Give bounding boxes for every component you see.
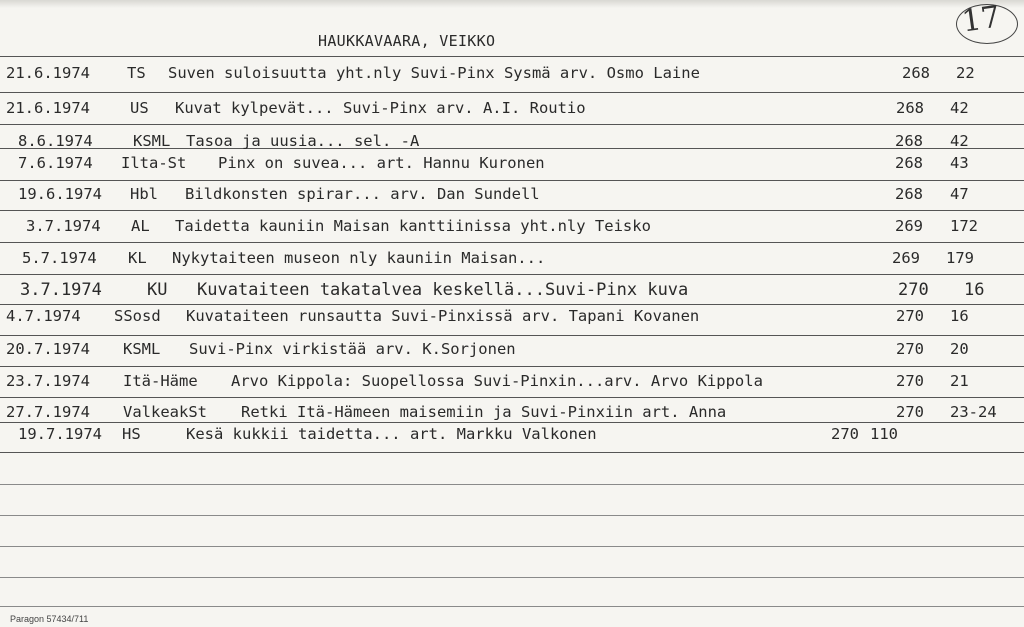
rule-line bbox=[0, 56, 1024, 57]
rule-line bbox=[0, 484, 1024, 485]
entry-page: 172 bbox=[950, 217, 978, 235]
entry-page: 43 bbox=[950, 154, 969, 172]
entry-date: 7.6.1974 bbox=[18, 154, 93, 172]
entry-row bbox=[0, 307, 1024, 327]
entry-paper: ValkeakSt bbox=[123, 403, 207, 421]
entry-date: 27.7.1974 bbox=[6, 403, 90, 421]
entry-paper: Itä-Häme bbox=[123, 372, 198, 390]
entry-paper: AL bbox=[131, 217, 150, 235]
rule-line bbox=[0, 210, 1024, 211]
entry-text: Kuvat kylpevät... Suvi-Pinx arv. A.I. Routio bbox=[175, 99, 586, 117]
rule-line bbox=[0, 242, 1024, 243]
entry-page: 23-24 bbox=[950, 403, 997, 421]
rule-line bbox=[0, 452, 1024, 453]
entry-row bbox=[0, 403, 1024, 423]
entry-volume: 270 bbox=[831, 425, 859, 443]
entry-paper: KSML bbox=[133, 132, 171, 150]
entry-paper: Hbl bbox=[130, 185, 158, 203]
entry-volume: 269 bbox=[892, 249, 920, 267]
rule-line bbox=[0, 606, 1024, 607]
entry-volume: 270 bbox=[896, 340, 924, 358]
entry-date: 8.6.1974 bbox=[18, 132, 93, 150]
entry-paper: HS bbox=[122, 425, 141, 443]
entry-page: 16 bbox=[964, 280, 985, 300]
entry-row bbox=[0, 64, 1024, 84]
rule-line bbox=[0, 515, 1024, 516]
entry-text: Kuvataiteen takatalvea keskellä...Suvi-Pinx kuva bbox=[197, 280, 689, 300]
rule-line bbox=[0, 366, 1024, 367]
entry-page: 20 bbox=[950, 340, 969, 358]
entry-date: 5.7.1974 bbox=[22, 249, 97, 267]
card-number: 17 bbox=[959, 0, 1003, 40]
entry-text: Retki Itä-Hämeen maisemiin ja Suvi-Pinxiin art. Anna bbox=[241, 403, 727, 421]
rule-line bbox=[0, 274, 1024, 275]
entry-page: 16 bbox=[950, 307, 969, 325]
entry-volume: 270 bbox=[896, 307, 924, 325]
entry-date: 19.7.1974 bbox=[18, 425, 102, 443]
rule-line bbox=[0, 124, 1024, 125]
entry-date: 3.7.1974 bbox=[26, 217, 101, 235]
entry-volume: 269 bbox=[895, 217, 923, 235]
entry-volume: 268 bbox=[895, 154, 923, 172]
entry-row bbox=[0, 99, 1024, 119]
entry-volume: 270 bbox=[898, 280, 929, 300]
entry-date: 3.7.1974 bbox=[20, 280, 102, 300]
card-top-edge bbox=[0, 0, 1024, 8]
entry-date: 19.6.1974 bbox=[18, 185, 102, 203]
entry-row bbox=[0, 340, 1024, 360]
entry-page: 22 bbox=[956, 64, 975, 82]
entry-text: Kesä kukkii taidetta... art. Markku Valkonen bbox=[186, 425, 597, 443]
entry-volume: 268 bbox=[896, 99, 924, 117]
card-footer: Paragon 57434/711 bbox=[10, 614, 89, 624]
entry-date: 4.7.1974 bbox=[6, 307, 81, 325]
entry-text: Suvi-Pinx virkistää arv. K.Sorjonen bbox=[189, 340, 516, 358]
entry-text: Kuvataiteen runsautta Suvi-Pinxissä arv. Tapani Kovanen bbox=[186, 307, 700, 325]
entry-page: 42 bbox=[950, 132, 969, 150]
entry-page: 42 bbox=[950, 99, 969, 117]
entry-text: Pinx on suvea... art. Hannu Kuronen bbox=[218, 154, 545, 172]
entry-row bbox=[0, 249, 1024, 269]
entry-row bbox=[0, 132, 1024, 152]
entry-text: Bildkonsten spirar... arv. Dan Sundell bbox=[185, 185, 540, 203]
rule-line bbox=[0, 577, 1024, 578]
entry-volume: 268 bbox=[895, 132, 923, 150]
rule-line bbox=[0, 304, 1024, 305]
entry-paper: KSML bbox=[123, 340, 161, 358]
card-heading: HAUKKAVAARA, VEIKKO bbox=[318, 32, 496, 50]
entry-page: 110 bbox=[870, 425, 898, 443]
rule-line bbox=[0, 180, 1024, 181]
entry-text: Suven suloisuutta yht.nly Suvi-Pinx Sysmä arv. Osmo Laine bbox=[168, 64, 700, 82]
entry-volume: 270 bbox=[896, 403, 924, 421]
entry-page: 47 bbox=[950, 185, 969, 203]
entry-row bbox=[0, 425, 1024, 445]
entry-page: 179 bbox=[946, 249, 974, 267]
entry-date: 20.7.1974 bbox=[6, 340, 90, 358]
entry-row bbox=[0, 280, 1024, 300]
entry-text: Taidetta kauniin Maisan kanttiinissa yht.nly Teisko bbox=[175, 217, 651, 235]
rule-line bbox=[0, 397, 1024, 398]
rule-line bbox=[0, 92, 1024, 93]
entry-volume: 270 bbox=[896, 372, 924, 390]
entry-date: 21.6.1974 bbox=[6, 99, 90, 117]
rule-line bbox=[0, 546, 1024, 547]
entry-paper: KL bbox=[128, 249, 147, 267]
entry-row bbox=[0, 217, 1024, 237]
entry-paper: KU bbox=[147, 280, 168, 300]
entry-row bbox=[0, 154, 1024, 174]
entry-text: Nykytaiteen museon nly kauniin Maisan... bbox=[172, 249, 546, 267]
entry-row bbox=[0, 372, 1024, 392]
entry-paper: SSosd bbox=[114, 307, 161, 325]
entry-paper: Ilta-St bbox=[121, 154, 187, 172]
entry-text: Tasoa ja uusia... sel. -A bbox=[186, 132, 420, 150]
entry-date: 23.7.1974 bbox=[6, 372, 90, 390]
rule-line bbox=[0, 335, 1024, 336]
entry-volume: 268 bbox=[895, 185, 923, 203]
entry-text: Arvo Kippola: Suopellossa Suvi-Pinxin...arv. Arvo Kippola bbox=[231, 372, 763, 390]
entry-date: 21.6.1974 bbox=[6, 64, 90, 82]
entry-paper: US bbox=[130, 99, 149, 117]
entry-volume: 268 bbox=[902, 64, 930, 82]
entry-paper: TS bbox=[127, 64, 146, 82]
entry-page: 21 bbox=[950, 372, 969, 390]
entry-row bbox=[0, 185, 1024, 205]
